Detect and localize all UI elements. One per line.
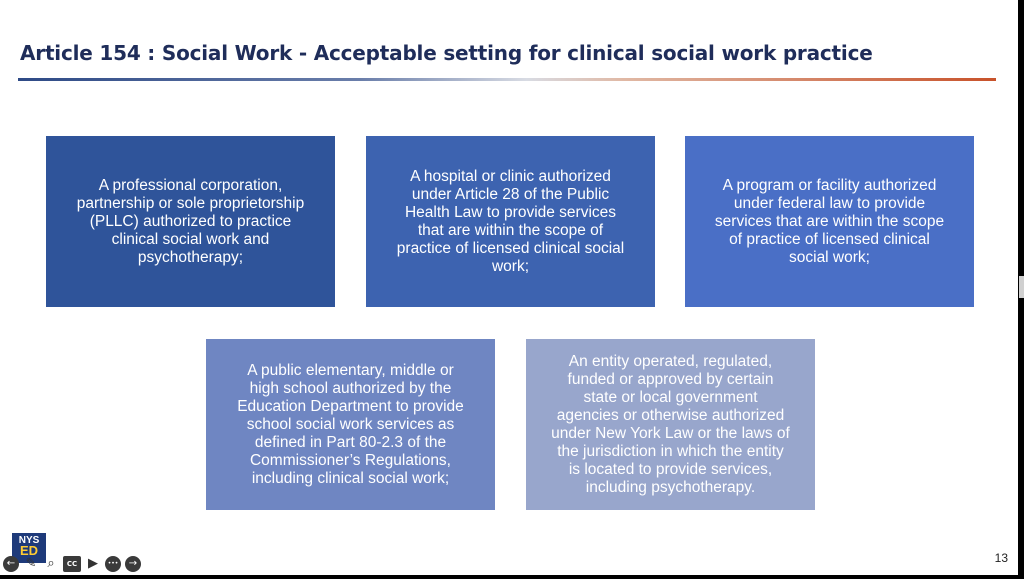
- more-icon[interactable]: •••: [105, 556, 121, 572]
- nysed-logo: NYS ED: [12, 533, 46, 563]
- setting-text: A public elementary, middle or high school authorized by the Education Department to provide school social work services as defined in Part 80-2.3 of the Commissioner’s Regulations, including clinical social work;: [237, 361, 464, 487]
- setting-box-pllc: [46, 136, 335, 307]
- setting-text: A hospital or clinic authorized under Article 28 of the Public Health Law to provide services that are within the scope of practice of licensed clinical social work;: [396, 167, 625, 275]
- setting-box-hospital: [366, 136, 655, 307]
- setting-box-federal: [685, 136, 974, 307]
- setting-text: A program or facility authorized under federal law to provide services that are within the scope of practice of licensed clinical social work;: [714, 176, 945, 266]
- window-edge-handle: [1019, 276, 1024, 298]
- slide-title: Article 154 : Social Work - Acceptable setting for clinical social work practice: [20, 41, 873, 65]
- setting-text: An entity operated, regulated, funded or approved by certain state or local government agencies or otherwise authorized under New York Law or the laws of the jurisdiction in which the entity is located to provide services, including psychotherapy.: [551, 352, 790, 496]
- captions-icon[interactable]: CC: [63, 556, 81, 572]
- pen-icon[interactable]: ✎: [25, 556, 37, 571]
- next-icon[interactable]: →: [125, 556, 141, 572]
- title-divider: [18, 78, 996, 81]
- video-icon[interactable]: ▶: [88, 556, 98, 571]
- previous-icon[interactable]: ←: [3, 556, 19, 572]
- setting-box-school: [206, 339, 495, 510]
- slideshow-controls: [3, 555, 141, 573]
- setting-text: A professional corporation, partnership or sole proprietorship (PLLC) authorized to practice clinical social work and psychotherapy;: [76, 176, 305, 266]
- setting-box-entity: [526, 339, 815, 510]
- page-number: 13: [994, 551, 1008, 565]
- zoom-icon[interactable]: ⌕: [47, 556, 55, 571]
